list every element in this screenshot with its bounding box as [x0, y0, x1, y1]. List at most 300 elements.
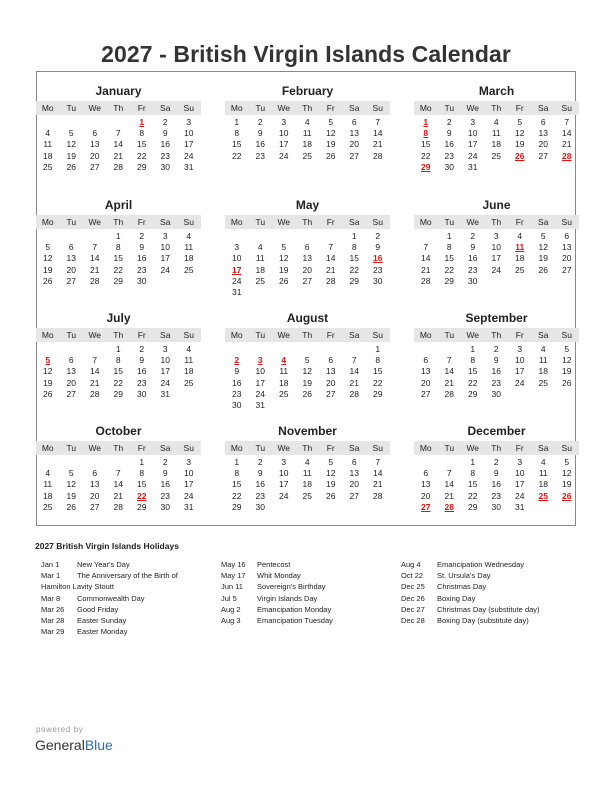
holiday-name: St. Ursula's Day [437, 571, 491, 581]
weekday-label: Mo [41, 217, 54, 227]
day-cell: 3 [162, 231, 168, 241]
holiday-name: Easter Monday [77, 627, 128, 637]
day-cell: 11 [184, 355, 194, 366]
day-cell: 22 [113, 377, 123, 388]
day-cell: 10 [468, 128, 478, 139]
weekday-label: Fr [137, 443, 146, 453]
holiday-day-cell: 28 [444, 501, 454, 512]
day-cell: 20 [66, 264, 76, 275]
weekday-label: Mo [230, 217, 243, 227]
weekday-label: Th [113, 443, 124, 453]
day-cell: 12 [66, 139, 76, 150]
day-cell: 5 [68, 128, 74, 139]
day-cell: 9 [139, 242, 145, 253]
day-cell: 8 [470, 468, 476, 479]
day-cell: 15 [232, 139, 242, 150]
holiday-day-cell: 16 [373, 253, 383, 264]
day-cell: 24 [160, 377, 170, 388]
day-cell: 15 [113, 253, 123, 264]
weekday-header [36, 328, 201, 342]
holiday-date: Mar 29 [41, 627, 65, 637]
day-cell: 26 [43, 388, 53, 399]
holiday-date: Aug 2 [221, 604, 241, 614]
weekday-label: Mo [419, 103, 432, 113]
weekday-header [414, 328, 579, 342]
weekday-label: Su [372, 330, 383, 340]
day-cell: 25 [184, 264, 194, 275]
day-cell: 24 [184, 150, 194, 161]
day-cell: 14 [421, 253, 431, 264]
day-cell: 19 [302, 377, 312, 388]
weekday-label: Su [561, 443, 572, 453]
day-cell: 1 [234, 457, 240, 467]
weekday-label: Sa [349, 217, 360, 227]
day-cell: 30 [373, 275, 383, 286]
day-cell: 17 [255, 377, 265, 388]
day-cell: 3 [517, 344, 523, 354]
day-cell: 12 [538, 242, 548, 253]
day-cell: 20 [349, 139, 359, 150]
month-name: December [467, 424, 526, 438]
day-cell: 30 [255, 501, 265, 512]
day-cell: 1 [446, 231, 452, 241]
day-cell: 3 [162, 344, 168, 354]
day-cell: 9 [234, 366, 240, 377]
weekday-label: Fr [326, 330, 335, 340]
day-cell: 19 [538, 253, 548, 264]
day-cell: 4 [304, 117, 310, 127]
weekday-label: Th [491, 217, 502, 227]
day-cell: 22 [468, 490, 478, 501]
weekday-label: Sa [538, 443, 549, 453]
weekday-label: We [466, 330, 480, 340]
day-cell: 5 [304, 355, 310, 366]
holiday-day-cell: 25 [538, 490, 548, 501]
day-cell: 5 [328, 117, 334, 127]
day-cell: 14 [90, 253, 100, 264]
weekday-label: Th [302, 103, 313, 113]
day-cell: 20 [562, 253, 572, 264]
month-name: May [295, 198, 320, 212]
day-cell: 3 [517, 457, 523, 467]
holiday-row [401, 570, 576, 581]
day-cell: 14 [113, 479, 123, 490]
month-name: November [278, 424, 337, 438]
day-cell: 7 [115, 128, 121, 139]
day-cell: 3 [470, 117, 476, 127]
day-cell: 13 [90, 139, 100, 150]
logo-blue: Blue [84, 737, 113, 753]
holiday-date: Jan 1 [41, 560, 60, 569]
weekday-label: Mo [41, 103, 54, 113]
weekday-label: Mo [419, 217, 432, 227]
day-cell: 16 [491, 479, 501, 490]
day-cell: 23 [444, 150, 454, 161]
weekday-label: Sa [538, 103, 549, 113]
logo-general: General [35, 737, 85, 753]
day-cell: 26 [326, 150, 336, 161]
day-cell: 7 [564, 117, 570, 127]
day-cell: 31 [515, 501, 525, 512]
day-cell: 18 [302, 139, 312, 150]
day-cell: 17 [515, 479, 525, 490]
weekday-label: Mo [419, 330, 432, 340]
day-cell: 24 [232, 275, 242, 286]
weekday-label: Th [113, 217, 124, 227]
day-cell: 23 [491, 490, 501, 501]
weekday-header [36, 101, 201, 115]
day-cell: 23 [491, 377, 501, 388]
holiday-name: Hamilton Lavity Stoutt [41, 582, 114, 592]
day-cell: 16 [468, 253, 478, 264]
day-cell: 28 [421, 275, 431, 286]
holiday-name: Virgin Islands Day [257, 593, 318, 603]
holiday-day-cell: 29 [421, 161, 431, 172]
holiday-row [221, 615, 396, 626]
weekday-label: Su [372, 217, 383, 227]
day-cell: 5 [517, 117, 523, 127]
day-cell: 24 [279, 490, 289, 501]
weekday-label: Tu [66, 217, 77, 227]
weekday-label: Su [561, 217, 572, 227]
day-cell: 30 [137, 388, 147, 399]
day-cell: 2 [162, 457, 168, 467]
weekday-label: Sa [349, 330, 360, 340]
day-cell: 16 [137, 366, 147, 377]
day-cell: 25 [43, 501, 53, 512]
holiday-name: Whit Monday [257, 571, 301, 581]
day-cell: 18 [184, 253, 194, 264]
day-cell: 14 [326, 253, 336, 264]
day-cell: 4 [493, 117, 499, 127]
day-cell: 8 [115, 242, 121, 253]
weekday-label: We [277, 443, 291, 453]
day-cell: 7 [375, 457, 381, 467]
holiday-row [401, 604, 576, 615]
holiday-date: Mar 28 [41, 615, 65, 625]
generalblue-logo[interactable] [35, 737, 113, 753]
day-cell: 18 [43, 150, 53, 161]
day-cell: 6 [304, 242, 310, 253]
day-cell: 30 [491, 501, 501, 512]
day-cell: 1 [115, 344, 121, 354]
day-cell: 27 [421, 388, 431, 399]
weekday-label: Fr [515, 103, 524, 113]
day-cell: 13 [90, 479, 100, 490]
day-cell: 21 [444, 377, 454, 388]
day-cell: 17 [160, 366, 170, 377]
weekday-label: Tu [444, 103, 455, 113]
day-cell: 6 [68, 355, 74, 366]
day-cell: 29 [468, 501, 478, 512]
day-cell: 31 [184, 501, 194, 512]
weekday-label: Tu [66, 330, 77, 340]
day-cell: 21 [373, 479, 383, 490]
weekday-label: Th [302, 330, 313, 340]
day-cell: 1 [375, 344, 381, 354]
day-cell: 22 [421, 150, 431, 161]
day-cell: 15 [468, 479, 478, 490]
day-cell: 19 [515, 139, 525, 150]
holiday-date: Dec 25 [401, 582, 425, 592]
day-cell: 18 [491, 139, 501, 150]
weekday-label: We [466, 217, 480, 227]
weekday-label: Su [183, 330, 194, 340]
day-cell: 19 [326, 139, 336, 150]
day-cell: 9 [470, 242, 476, 253]
weekday-label: We [277, 217, 291, 227]
day-cell: 12 [326, 128, 336, 139]
day-cell: 24 [491, 264, 501, 275]
day-cell: 12 [326, 468, 336, 479]
day-cell: 25 [279, 388, 289, 399]
day-cell: 1 [351, 231, 357, 241]
day-cell: 9 [162, 468, 168, 479]
holiday-column [41, 559, 216, 637]
weekday-label: We [88, 443, 102, 453]
holiday-name: Commonwealth Day [77, 593, 145, 603]
day-cell: 22 [232, 150, 242, 161]
holiday-date: May 16 [221, 560, 246, 569]
day-cell: 9 [257, 128, 263, 139]
day-cell: 15 [468, 366, 478, 377]
day-cell: 12 [562, 468, 572, 479]
day-cell: 26 [538, 264, 548, 275]
day-cell: 15 [232, 479, 242, 490]
holiday-row [401, 559, 576, 570]
weekday-header [225, 215, 390, 229]
weekday-label: Th [113, 103, 124, 113]
day-cell: 14 [349, 366, 359, 377]
day-cell: 26 [279, 275, 289, 286]
day-cell: 9 [493, 355, 499, 366]
holiday-row [221, 559, 396, 570]
day-cell: 8 [234, 128, 240, 139]
weekday-label: Fr [515, 330, 524, 340]
day-cell: 12 [562, 355, 572, 366]
day-cell: 28 [90, 275, 100, 286]
day-cell: 31 [232, 287, 242, 297]
day-cell: 12 [279, 253, 289, 264]
holiday-name: Emancipation Tuesday [257, 615, 333, 625]
weekday-label: Sa [349, 103, 360, 113]
day-cell: 19 [326, 479, 336, 490]
holiday-row [41, 559, 216, 570]
weekday-label: Th [302, 443, 313, 453]
day-cell: 22 [373, 377, 383, 388]
day-cell: 31 [184, 161, 194, 172]
holiday-row [221, 570, 396, 581]
day-cell: 28 [113, 501, 123, 512]
day-cell: 4 [45, 128, 51, 139]
holiday-day-cell: 1 [423, 117, 429, 127]
weekday-header [225, 328, 390, 342]
day-cell: 28 [90, 388, 100, 399]
weekday-label: Th [302, 217, 313, 227]
weekday-label: Su [183, 217, 194, 227]
weekday-header [414, 441, 579, 455]
day-cell: 13 [302, 253, 312, 264]
day-cell: 11 [302, 128, 312, 139]
day-cell: 8 [139, 468, 145, 479]
day-cell: 1 [470, 344, 476, 354]
day-cell: 26 [43, 275, 53, 286]
day-cell: 8 [375, 355, 381, 366]
day-cell: 2 [139, 344, 145, 354]
holiday-name: Boxing Day [437, 593, 476, 603]
weekday-label: Mo [230, 443, 243, 453]
day-cell: 28 [373, 150, 383, 161]
holiday-date: Jun 11 [221, 582, 243, 592]
day-cell: 6 [423, 355, 429, 366]
day-cell: 5 [68, 468, 74, 479]
day-cell: 31 [160, 388, 170, 399]
day-cell: 11 [538, 355, 548, 366]
day-cell: 15 [373, 366, 383, 377]
day-cell: 25 [538, 377, 548, 388]
day-cell: 5 [281, 242, 287, 253]
day-cell: 16 [491, 366, 501, 377]
holiday-date: Aug 3 [221, 615, 241, 625]
holiday-row [401, 593, 576, 604]
holiday-row [41, 593, 216, 604]
day-cell: 17 [184, 139, 194, 150]
day-cell: 18 [538, 366, 548, 377]
day-cell: 13 [562, 242, 572, 253]
day-cell: 3 [186, 457, 192, 467]
day-cell: 30 [137, 275, 147, 286]
day-cell: 8 [234, 468, 240, 479]
day-cell: 30 [444, 161, 454, 172]
day-cell: 24 [184, 490, 194, 501]
holiday-date: Jul 5 [221, 593, 237, 603]
weekday-label: Mo [41, 443, 54, 453]
day-cell: 4 [186, 231, 192, 241]
weekday-label: Tu [255, 330, 266, 340]
weekday-label: Mo [230, 330, 243, 340]
day-cell: 20 [90, 490, 100, 501]
weekday-header [414, 215, 579, 229]
day-cell: 10 [160, 242, 170, 253]
day-cell: 19 [66, 490, 76, 501]
weekday-label: Fr [137, 103, 146, 113]
holiday-name: Sovereign's Birthday [257, 582, 326, 592]
day-cell: 30 [160, 161, 170, 172]
holidays-title: 2027 British Virgin Islands Holidays [35, 541, 179, 551]
day-cell: 19 [279, 264, 289, 275]
day-cell: 26 [326, 490, 336, 501]
holiday-day-cell: 28 [562, 150, 572, 161]
holiday-day-cell: 8 [423, 128, 429, 139]
day-cell: 26 [66, 501, 76, 512]
day-cell: 23 [255, 150, 265, 161]
month-name: September [465, 311, 528, 325]
page-title: 2027 - British Virgin Islands Calendar [101, 41, 511, 67]
day-cell: 30 [491, 388, 501, 399]
weekday-label: Mo [419, 443, 432, 453]
day-cell: 10 [160, 355, 170, 366]
weekday-label: Tu [444, 443, 455, 453]
day-cell: 10 [232, 253, 242, 264]
weekday-label: Mo [230, 103, 243, 113]
day-cell: 6 [328, 355, 334, 366]
day-cell: 27 [66, 388, 76, 399]
day-cell: 8 [446, 242, 452, 253]
month-name: October [95, 424, 142, 438]
weekday-label: Tu [66, 443, 77, 453]
holiday-day-cell: 22 [137, 490, 147, 501]
day-cell: 18 [279, 377, 289, 388]
day-cell: 6 [564, 231, 570, 241]
day-cell: 27 [66, 275, 76, 286]
day-cell: 7 [446, 468, 452, 479]
day-cell: 12 [515, 128, 525, 139]
holiday-date: Dec 28 [401, 615, 425, 625]
day-cell: 8 [351, 242, 357, 253]
day-cell: 17 [279, 479, 289, 490]
holiday-row [221, 593, 396, 604]
day-cell: 29 [137, 161, 147, 172]
day-cell: 22 [113, 264, 123, 275]
day-cell: 25 [302, 150, 312, 161]
day-cell: 5 [564, 457, 570, 467]
day-cell: 23 [137, 264, 147, 275]
day-cell: 7 [92, 242, 98, 253]
day-cell: 15 [137, 139, 147, 150]
day-cell: 13 [538, 128, 548, 139]
day-cell: 29 [113, 388, 123, 399]
day-cell: 21 [562, 139, 572, 150]
day-cell: 23 [468, 264, 478, 275]
day-cell: 12 [43, 253, 53, 264]
day-cell: 28 [326, 275, 336, 286]
day-cell: 23 [373, 264, 383, 275]
day-cell: 20 [349, 479, 359, 490]
day-cell: 23 [255, 490, 265, 501]
day-cell: 29 [349, 275, 359, 286]
holiday-name: Christmas Day [437, 582, 487, 592]
day-cell: 14 [90, 366, 100, 377]
day-cell: 18 [538, 479, 548, 490]
weekday-label: Mo [41, 330, 54, 340]
day-cell: 27 [562, 264, 572, 275]
weekday-label: Fr [515, 217, 524, 227]
day-cell: 16 [232, 377, 242, 388]
holiday-row [221, 581, 396, 592]
weekday-label: We [466, 443, 480, 453]
day-cell: 25 [491, 150, 501, 161]
day-cell: 2 [493, 344, 499, 354]
day-cell: 7 [423, 242, 429, 253]
day-cell: 22 [137, 150, 147, 161]
weekday-header [414, 101, 579, 115]
day-cell: 30 [160, 501, 170, 512]
day-cell: 2 [446, 117, 452, 127]
day-cell: 13 [349, 128, 359, 139]
holiday-name: The Anniversary of the Birth of [77, 571, 178, 581]
holiday-row [41, 626, 216, 637]
day-cell: 4 [257, 242, 263, 253]
day-cell: 29 [137, 501, 147, 512]
holiday-name: Easter Sunday [77, 615, 127, 625]
day-cell: 12 [66, 479, 76, 490]
day-cell: 23 [232, 388, 242, 399]
day-cell: 1 [139, 457, 145, 467]
day-cell: 2 [162, 117, 168, 127]
weekday-label: Sa [349, 443, 360, 453]
day-cell: 29 [373, 388, 383, 399]
weekday-label: Fr [326, 217, 335, 227]
